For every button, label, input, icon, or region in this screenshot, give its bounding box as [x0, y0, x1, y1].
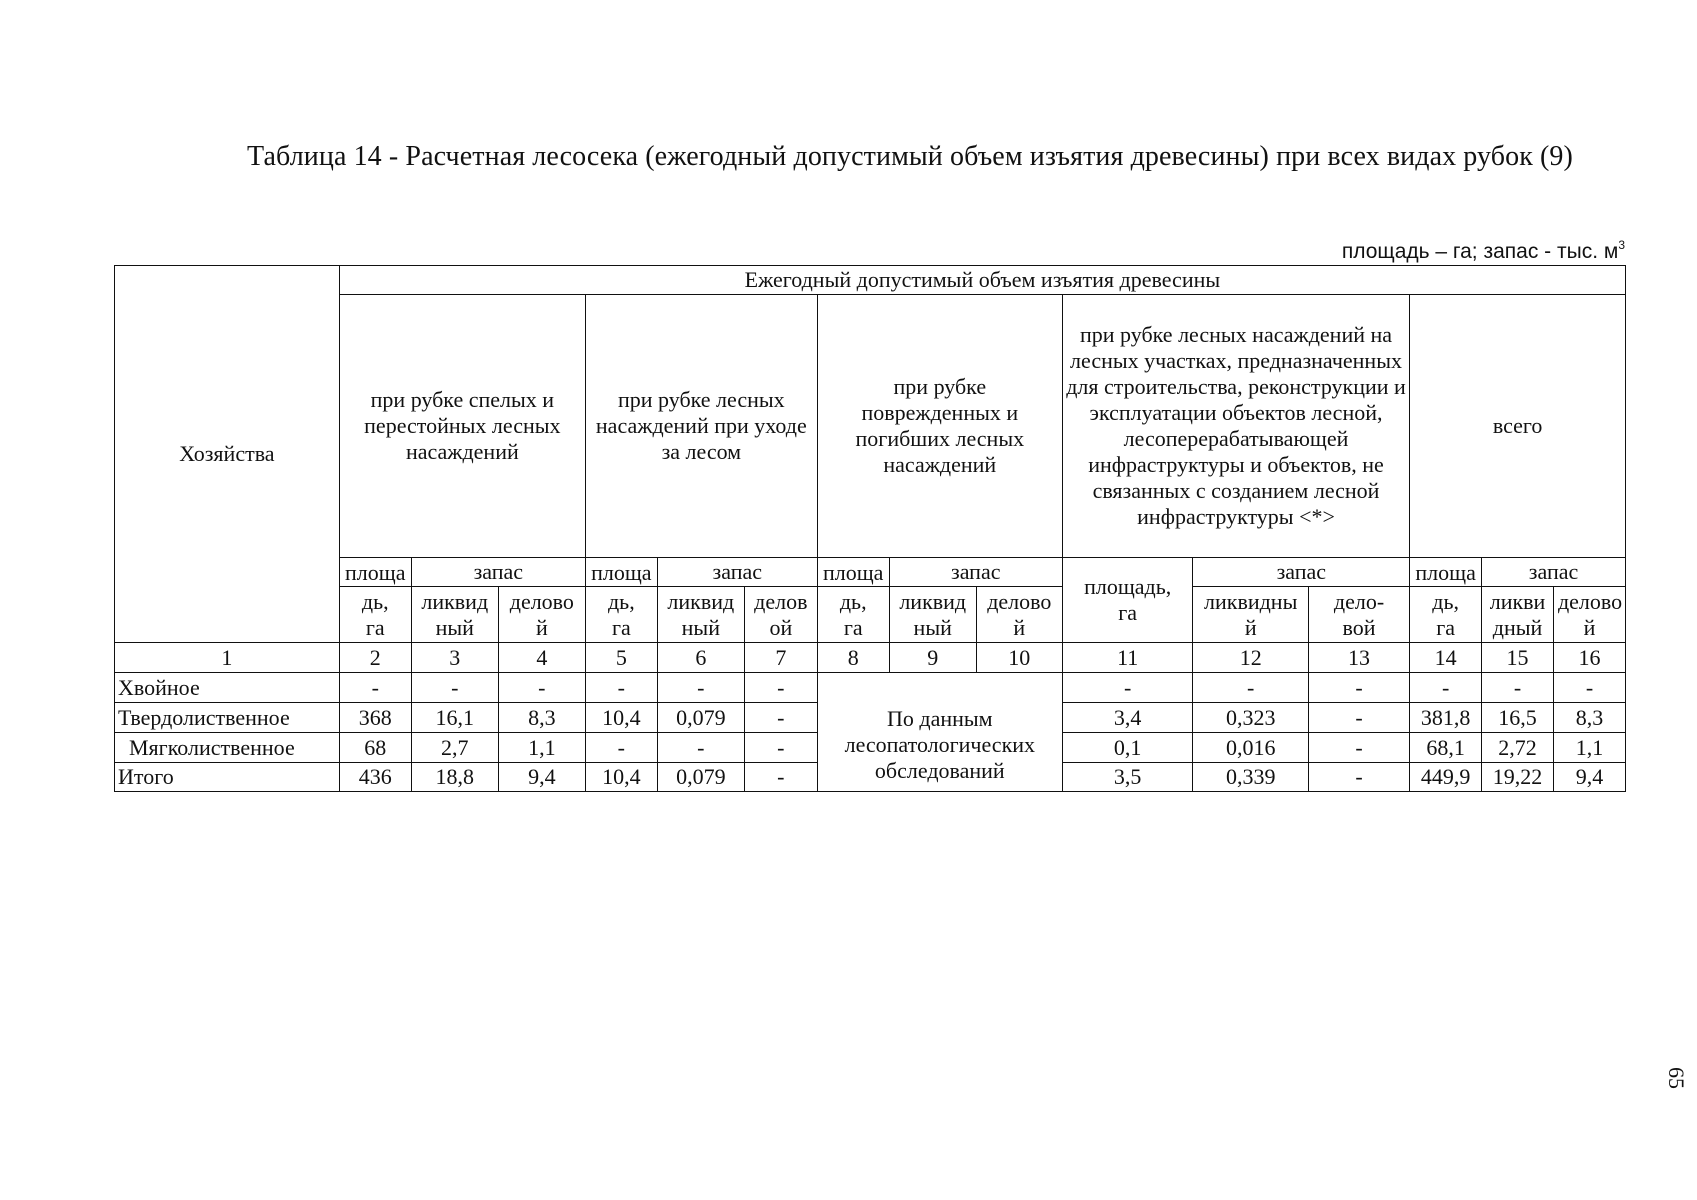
- sub-area-full-text: площадь, га: [1084, 574, 1172, 625]
- sub-area-bottom-text: дь, га: [607, 588, 635, 640]
- cell: 18,8: [411, 763, 498, 792]
- header-section-care: [585, 295, 817, 558]
- units-sup: 3: [1618, 238, 1625, 252]
- cell: 10,4: [585, 703, 657, 733]
- sub-business-text: дело- вой: [1333, 588, 1385, 640]
- cell: 0,016: [1193, 733, 1308, 763]
- col-num: 8: [817, 643, 889, 673]
- section-mature-text: при рубке спелых и перестойных лесных насаждений: [364, 387, 561, 464]
- cell: -: [657, 673, 744, 703]
- cell: -: [1062, 673, 1193, 703]
- sub-stock: запас: [889, 558, 1062, 587]
- table-title: Таблица 14 - Расчетная лесосека (ежегодный допустимый объем изъятия древесины) при всех видах рубок (9): [247, 141, 1573, 172]
- cell: 436: [339, 763, 411, 792]
- cell: 10,4: [585, 763, 657, 792]
- section-total-text: всего: [1492, 413, 1543, 438]
- col-num: 3: [411, 643, 498, 673]
- col-num: 12: [1193, 643, 1308, 673]
- units-note: [1342, 238, 1625, 264]
- cell: 0,079: [657, 763, 744, 792]
- sub-business: [1308, 587, 1409, 643]
- cell: -: [585, 673, 657, 703]
- sub-area-top: площа: [817, 558, 889, 587]
- units-text: площадь – га; запас - тыс. м: [1341, 240, 1619, 263]
- row-name: Твердолиственное: [115, 703, 340, 733]
- merged-note-text: По данным лесопатологических обследований: [844, 706, 1036, 783]
- col-num: 6: [657, 643, 744, 673]
- sub-area-top: площа: [585, 558, 657, 587]
- page-number: 65: [1664, 1067, 1689, 1089]
- sub-business: [498, 587, 585, 643]
- cell: -: [1553, 673, 1625, 703]
- sub-business-text: делов ой: [754, 588, 808, 640]
- col-num: 16: [1553, 643, 1625, 673]
- cell: 68: [339, 733, 411, 763]
- header-section-construction: [1062, 295, 1409, 558]
- cell: -: [339, 673, 411, 703]
- sub-business: [976, 587, 1062, 643]
- header-farms: Хозяйства: [115, 266, 340, 643]
- column-number-row: [115, 643, 1626, 673]
- sub-liquid: [889, 587, 976, 643]
- cell: 1,1: [498, 733, 585, 763]
- section-construction-text: при рубке лесных насаждений на лесных участках, предназначенных для строительства, реконструкции и эксплуатации объектов лесной, лесоперерабатывающей инфраструктуры и объектов, не связанных с созданием лесной инфраструктуры <*>: [1066, 322, 1406, 529]
- sub-business-text: делово й: [1557, 588, 1623, 640]
- cell: 2,72: [1482, 733, 1554, 763]
- row-name: Итого: [115, 763, 340, 792]
- sub-area-bottom-text: дь, га: [1432, 588, 1459, 640]
- sub-liquid: [657, 587, 744, 643]
- sub-liquid: [411, 587, 498, 643]
- cell: 0,079: [657, 703, 744, 733]
- cell: 19,22: [1482, 763, 1554, 792]
- sub-area-bottom: [817, 587, 889, 643]
- row-name: Хвойное: [115, 673, 340, 703]
- cell: 2,7: [411, 733, 498, 763]
- cell: -: [1193, 673, 1308, 703]
- col-num: 7: [744, 643, 817, 673]
- col-num: 14: [1410, 643, 1482, 673]
- sub-liquid-text: ликвид ный: [899, 588, 967, 640]
- sub-area-bottom: [1410, 587, 1482, 643]
- sub-business: [1553, 587, 1625, 643]
- cell: -: [657, 733, 744, 763]
- cell: 449,9: [1410, 763, 1482, 792]
- sub-area-bottom: [585, 587, 657, 643]
- felling-table: [114, 265, 1626, 792]
- col-num: 10: [976, 643, 1062, 673]
- cell: 16,1: [411, 703, 498, 733]
- sub-area-bottom-text: дь, га: [839, 588, 867, 640]
- sub-area-full: [1062, 558, 1193, 643]
- cell: 9,4: [498, 763, 585, 792]
- cell: -: [744, 703, 817, 733]
- sub-business: [744, 587, 817, 643]
- cell: 3,5: [1062, 763, 1193, 792]
- cell: -: [585, 733, 657, 763]
- cell: 9,4: [1553, 763, 1625, 792]
- sub-stock: запас: [1482, 558, 1626, 587]
- sub-liquid-text: ликвидны й: [1204, 588, 1298, 640]
- cell: -: [744, 673, 817, 703]
- col-num: 4: [498, 643, 585, 673]
- sub-area-top: площа: [1410, 558, 1482, 587]
- sub-area-bottom: [339, 587, 411, 643]
- col-num: 11: [1062, 643, 1193, 673]
- section-damaged-text: при рубке поврежденных и погибших лесных насаждений: [855, 374, 1025, 477]
- header-section-mature: [339, 295, 585, 558]
- cell: -: [1482, 673, 1554, 703]
- cell: 1,1: [1553, 733, 1625, 763]
- cell: 8,3: [498, 703, 585, 733]
- cell: 3,4: [1062, 703, 1193, 733]
- sub-stock: запас: [411, 558, 585, 587]
- sub-liquid: [1193, 587, 1308, 643]
- sub-liquid-text: ликвид ный: [667, 588, 735, 640]
- cell: 381,8: [1410, 703, 1482, 733]
- col-num: 5: [585, 643, 657, 673]
- sub-liquid: [1482, 587, 1554, 643]
- cell: -: [1308, 673, 1409, 703]
- header-section-total: [1410, 295, 1626, 558]
- cell: 0,323: [1193, 703, 1308, 733]
- sub-area-top: площа: [339, 558, 411, 587]
- section-care-text: при рубке лесных насаждений при уходе за лесом: [595, 387, 807, 464]
- sub-liquid-text: ликвид ный: [421, 588, 489, 640]
- cell: -: [1308, 733, 1409, 763]
- col-num: 2: [339, 643, 411, 673]
- cell: 0,1: [1062, 733, 1193, 763]
- cell: -: [744, 763, 817, 792]
- sub-liquid-text: ликви дный: [1489, 588, 1546, 640]
- header-section-damaged: [817, 295, 1062, 558]
- cell: 0,339: [1193, 763, 1308, 792]
- sub-business-text: делово й: [509, 588, 574, 640]
- cell: 368: [339, 703, 411, 733]
- sub-business-text: делово й: [987, 588, 1052, 640]
- cell: -: [1308, 703, 1409, 733]
- row-name: Мягколиственное: [115, 733, 340, 763]
- cell: -: [1308, 763, 1409, 792]
- table-row: [115, 673, 1626, 703]
- cell: -: [744, 733, 817, 763]
- col-num: 13: [1308, 643, 1409, 673]
- sub-area-bottom-text: дь, га: [361, 588, 389, 640]
- col-num: 1: [115, 643, 340, 673]
- cell: 68,1: [1410, 733, 1482, 763]
- cell: -: [1410, 673, 1482, 703]
- col-num: 15: [1482, 643, 1554, 673]
- cell: 16,5: [1482, 703, 1554, 733]
- cell: 8,3: [1553, 703, 1625, 733]
- col-num: 9: [889, 643, 976, 673]
- merged-note-cell: [817, 673, 1062, 792]
- cell: -: [411, 673, 498, 703]
- sub-stock: запас: [1193, 558, 1410, 587]
- header-group: Ежегодный допустимый объем изъятия древесины: [339, 266, 1625, 295]
- sub-stock: запас: [657, 558, 817, 587]
- cell: -: [498, 673, 585, 703]
